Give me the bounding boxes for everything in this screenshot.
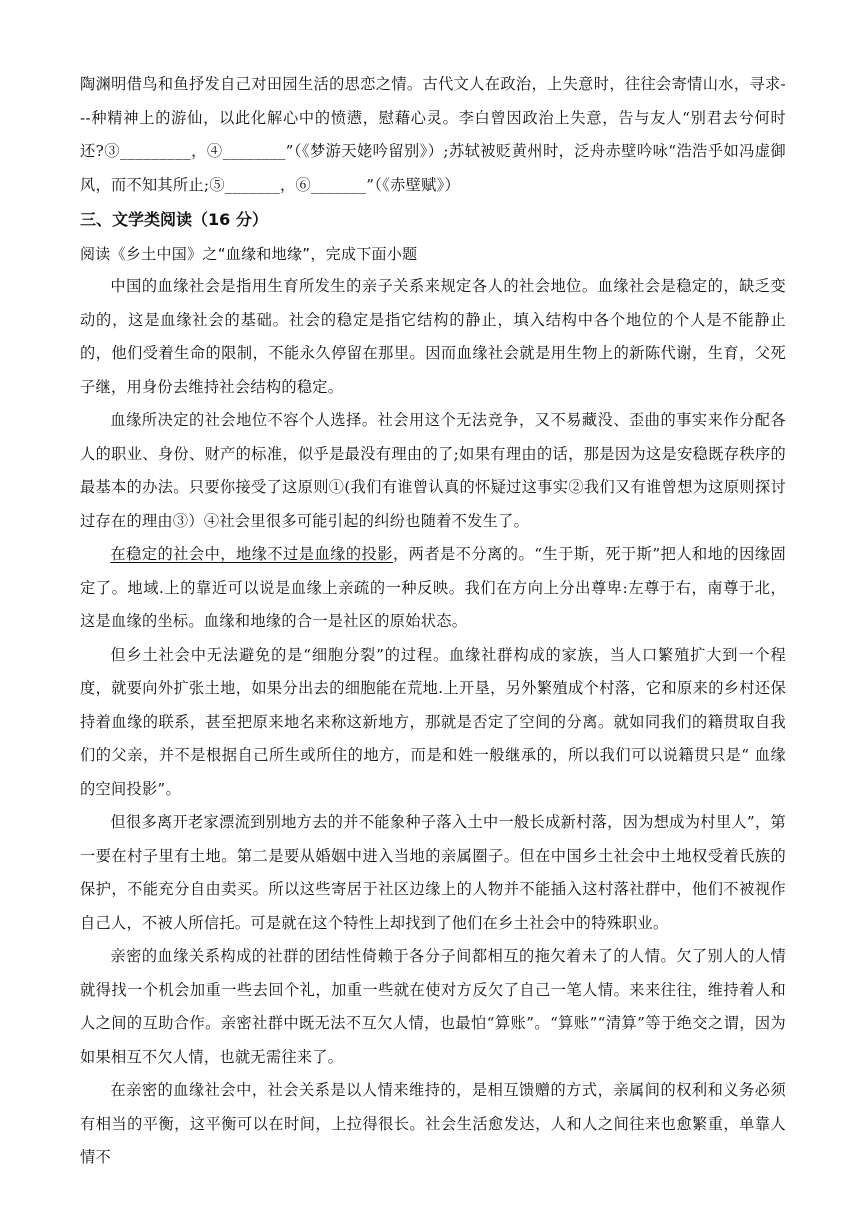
paragraph-3-rest: ，两者是不分离的。“生于斯，死于斯”把人和地的因缘固定了。地域.上的靠近可以说是血缘上亲疏的一种反映。我们在方向上分出尊卑:左尊于右，南尊于北，这是血缘的坐标。血缘和地缘的合一是社区的原始状态。 bbox=[80, 545, 786, 630]
reading-instruction: 阅读《乡土中国》之“血缘和地缘”，完成下面小题 bbox=[80, 245, 418, 263]
article-paragraph-3 bbox=[80, 538, 786, 639]
article-paragraph-6: 亲密的血缘关系构成的社群的团结性倚赖于各分子间都相互的拖欠着未了的人情。欠了别人的人情就得找一个机会加重一些去回个礼，加重一些就在使对方反欠了自己一笔人情。来来往往，维持着人和人之间的互助合作。亲密社群中既无法不互欠人情，也最怕“算账”。“算账”“清算”等于绝交之谓，因为如果相互不欠人情，也就无需往来了。 bbox=[80, 947, 786, 1066]
poem-fill-in-paragraph: 陶渊明借鸟和鱼抒发自己对田园生活的思恋之情。古代文人在政治，上失意时，往往会寄情山水，寻求---种精神上的游仙，以此化解心中的愤懑，慰藉心灵。李白曾因政治上失意，告与友人“别君去兮何时还?③_________，④________”（《梦游天姥吟留别》）;苏轼被贬黄州时，泛舟赤壁吟咏“浩浩乎如冯虚御风，而不知其所止;⑤_______，⑥_______”（《赤壁赋》） bbox=[80, 75, 786, 194]
article-paragraph-1: 中国的血缘社会是指用生育所发生的亲子关系来规定各人的社会地位。血缘社会是稳定的，缺乏变动的，这是血缘社会的基础。社会的稳定是指它结构的静止，填入结构中各个地位的个人是不能静止的，他们受着生命的限制，不能永久停留在那里。因而血缘社会就是用生物上的新陈代谢，生育，父死子继，用身份去维持社会结构的稳定。 bbox=[80, 277, 786, 396]
section-three-heading: 三、文学类阅读（16 分） bbox=[80, 210, 268, 229]
underlined-sentence: 在稳定的社会中，地缘不过是血缘的投影 bbox=[110, 545, 393, 563]
article-paragraph-7: 在亲密的血缘社会中，社会关系是以人情来维持的，是相互馈赠的方式，亲属间的权利和义务必须有相当的平衡，这平衡可以在时间，上拉得很长。社会生活愈发达，人和人之间往来也愈繁重，单靠人情不 bbox=[80, 1081, 786, 1166]
article-paragraph-4: 但乡土社会中无法避免的是“细胞分裂”的过程。血缘社群构成的家族，当人口繁殖扩大到一个程度，就要向外扩张土地，如果分出去的细胞能在荒地.上开垦，另外繁殖成个村落，它和原来的乡村还保持着血缘的联系，甚至把原来地名来称这新地方，那就是否定了空间的分离。就如同我们的籍贯取自我们的父亲，并不是根据自己所生或所住的地方，而是和姓一般继承的，所以我们可以说籍贯只是“ 血缘的空间投影”。 bbox=[80, 645, 786, 798]
article-paragraph-2: 血缘所决定的社会地位不容个人选择。社会用这个无法竞争，又不易藏没、歪曲的事实来作分配各人的职业、身份、财产的标准，似乎是最没有理由的了;如果有理由的话，那是因为这是安稳既存秩序的最基本的办法。只要你接受了这原则①(我们有谁曾认真的怀疑过这事实②我们又有谁曾想为这原则探讨过存在的理由③）④社会里很多可能引起的纠纷也随着不发生了。 bbox=[80, 411, 786, 530]
article-paragraph-5: 但很多离开老家漂流到别地方去的并不能象种子落入土中一般长成新村落，因为想成为村里人”，第一要在村子里有土地。第二是要从婚姻中进入当地的亲属圈子。但在中国乡土社会中土地权受着氏族的保护，不能充分自由卖买。所以这些寄居于社区边缘上的人物并不能插入这村落社群中，他们不被视作自己人，不被人所信托。可是就在这个特性上却找到了他们在乡土社会中的特殊职业。 bbox=[80, 813, 786, 932]
page-content bbox=[80, 68, 786, 1175]
